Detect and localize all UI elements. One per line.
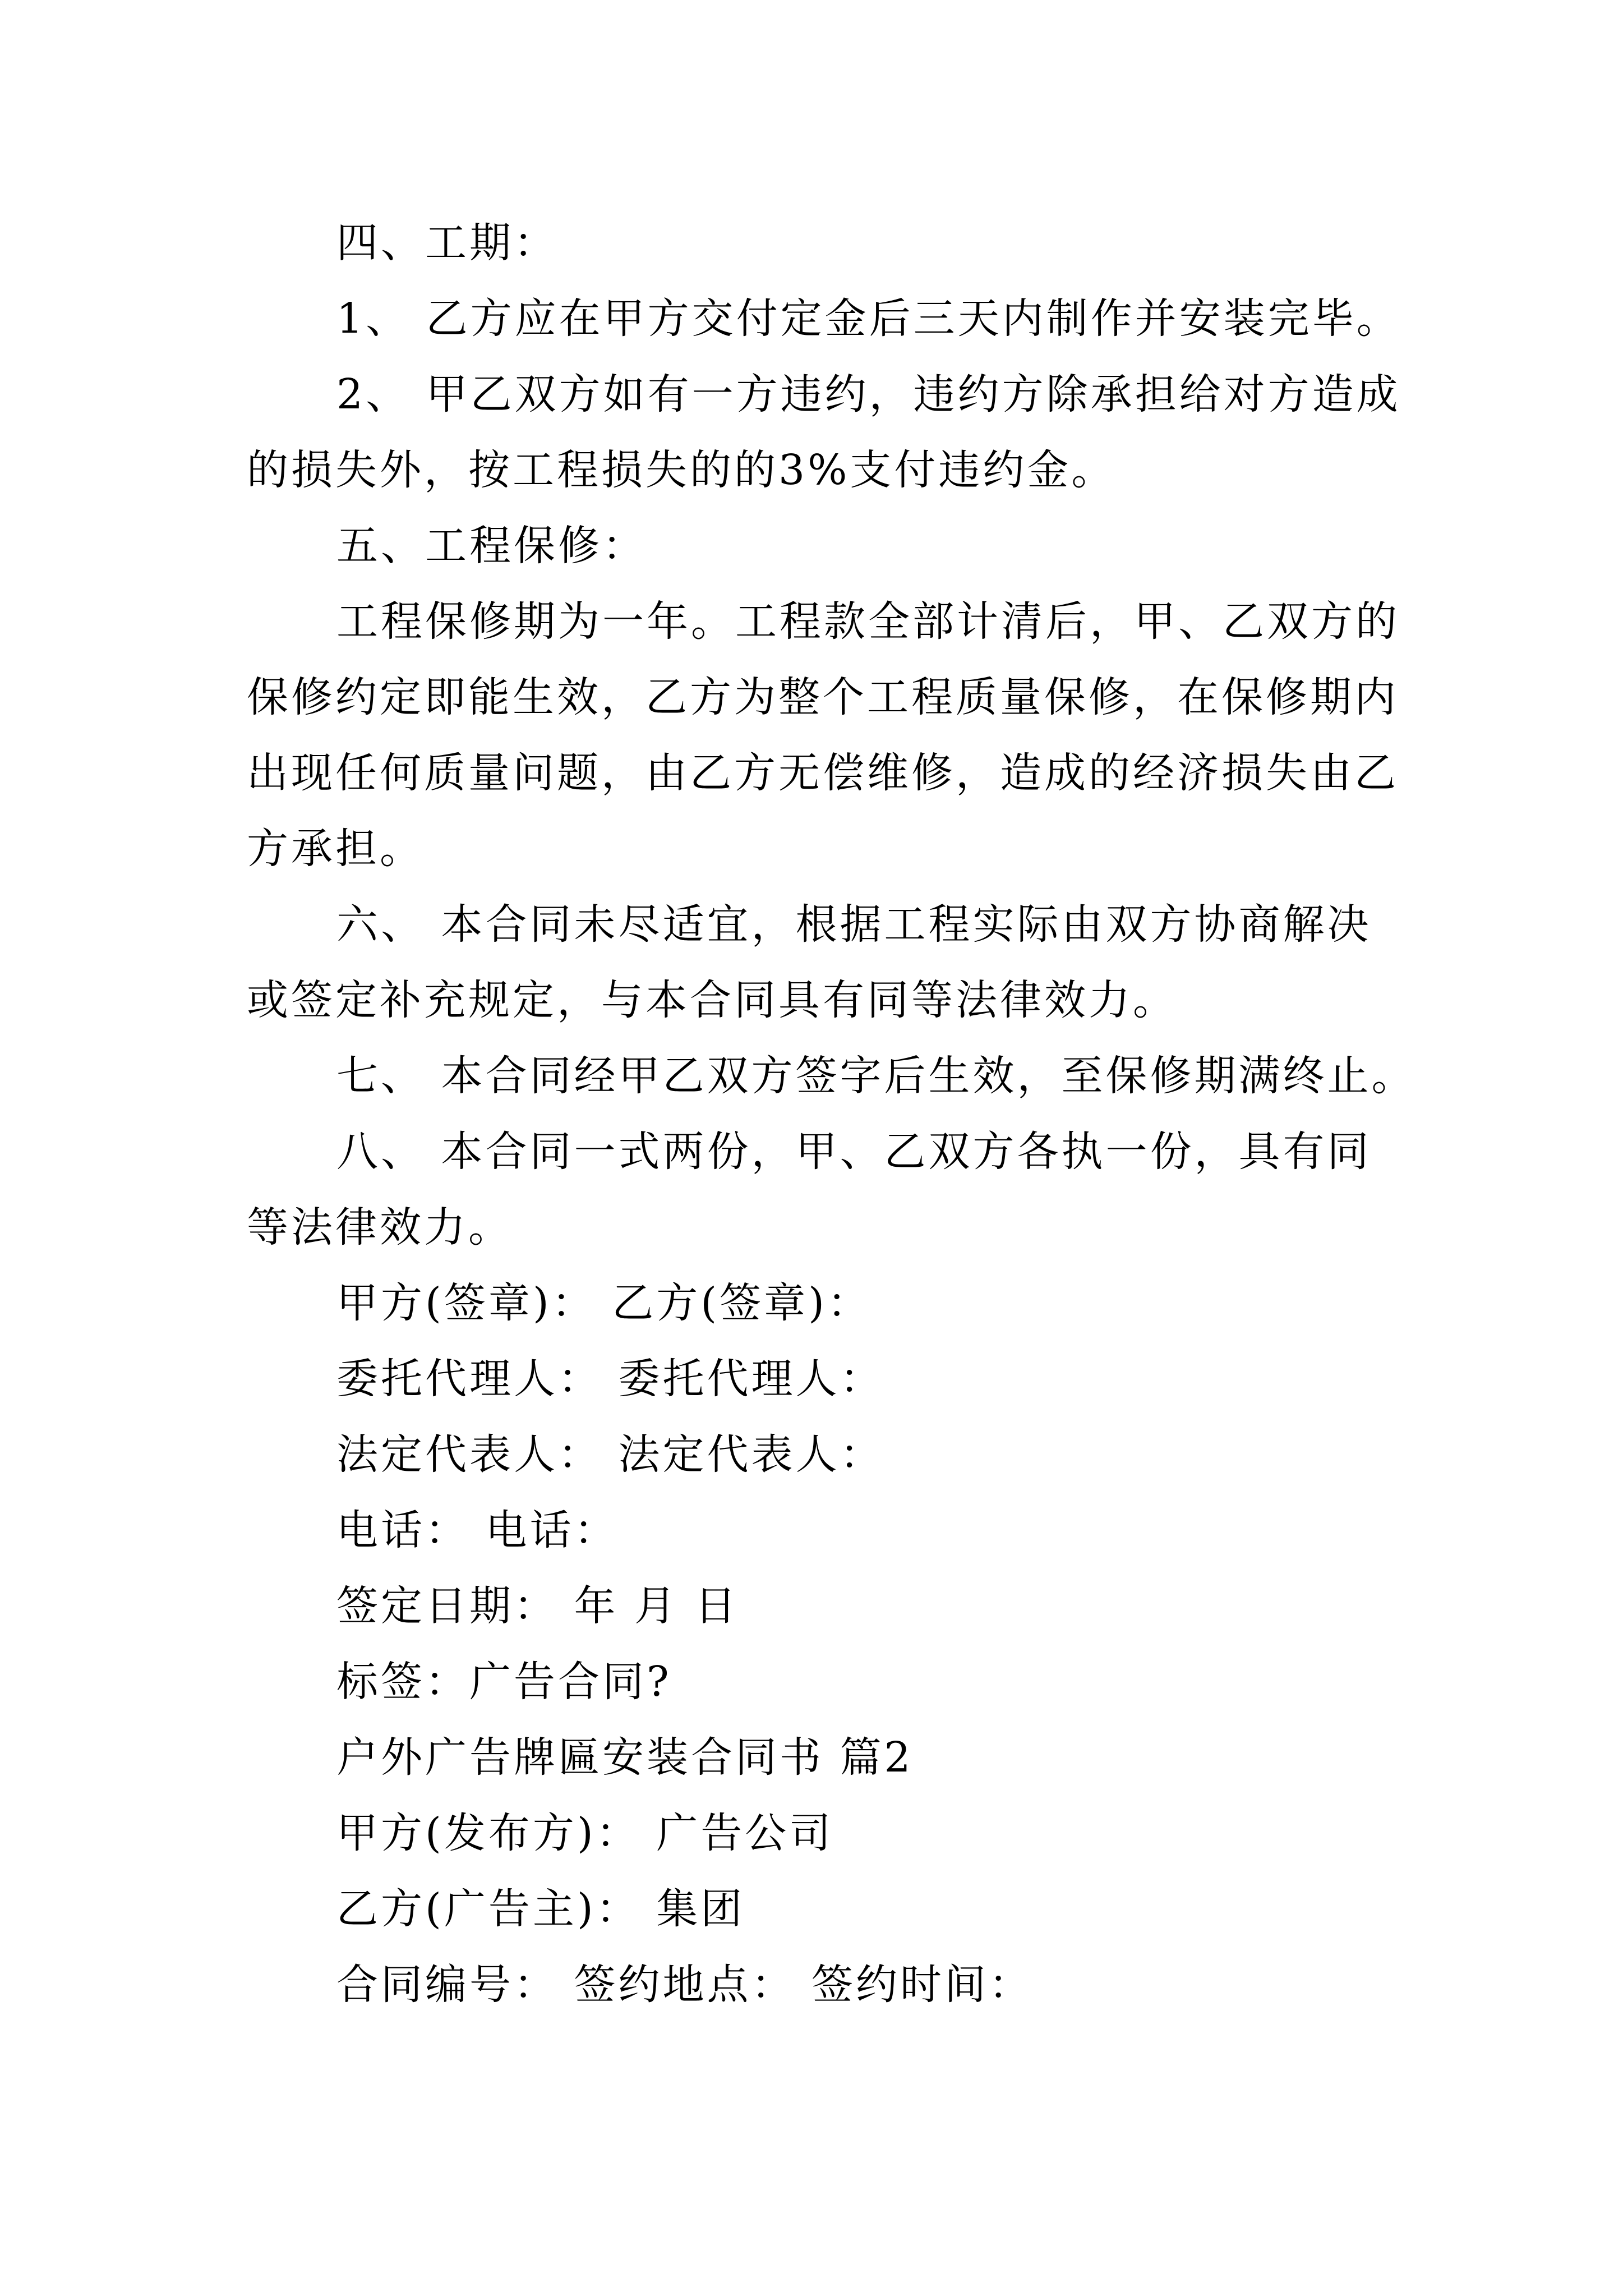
legal-representative-line: 法定代表人： 法定代表人：: [336, 1430, 884, 1479]
section-4-heading: 四、工期：: [336, 219, 558, 267]
clause-4-2-line-2: 的损失外，按工程损失的的3%支付违约金。: [247, 446, 1116, 494]
party-a-line: 甲方(发布方)： 广告公司: [336, 1809, 834, 1857]
agent-line: 委托代理人： 委托代理人：: [336, 1355, 884, 1403]
section-8-line-1: 八、 本合同一式两份，甲、乙双方各执一份，具有同: [336, 1128, 1372, 1176]
section-6-line-2: 或签定补充规定，与本合同具有同等法律效力。: [247, 976, 1177, 1024]
contract-info-line: 合同编号： 签约地点： 签约时间：: [336, 1961, 1034, 2009]
signing-date-line: 签定日期： 年 月 日: [336, 1582, 739, 1630]
section-6-line-1: 六、 本合同未尽适宜，根据工程实际由双方协商解决: [336, 900, 1372, 949]
section-5-paragraph-line-3: 出现任何质量问题，由乙方无偿维修，造成的经济损失由乙: [247, 749, 1399, 797]
clause-4-2-line-1: 2、 甲乙双方如有一方违约，违约方除承担给对方造成: [336, 370, 1401, 418]
section-5-heading: 五、工程保修：: [336, 522, 647, 570]
section-8-line-2: 等法律效力。: [247, 1203, 513, 1251]
signature-line: 甲方(签章)： 乙方(签章)：: [336, 1279, 872, 1327]
section-5-paragraph-line-2: 保修约定即能生效，乙方为整个工程质量保修，在保修期内: [247, 673, 1399, 721]
section-7: 七、 本合同经甲乙双方签字后生效，至保修期满终止。: [336, 1052, 1416, 1100]
contract-2-title: 户外广告牌匾安装合同书 篇2: [336, 1733, 914, 1782]
section-5-paragraph-line-1: 工程保修期为一年。工程款全部计清后，甲、乙双方的: [336, 597, 1400, 646]
section-5-paragraph-line-4: 方承担。: [247, 825, 424, 873]
clause-4-1: 1、 乙方应在甲方交付定金后三天内制作并安装完毕。: [336, 295, 1401, 343]
party-b-line: 乙方(广告主)： 集团: [336, 1885, 745, 1933]
tag-line: 标签：广告合同?: [336, 1658, 672, 1706]
phone-line: 电话： 电话：: [336, 1506, 619, 1554]
